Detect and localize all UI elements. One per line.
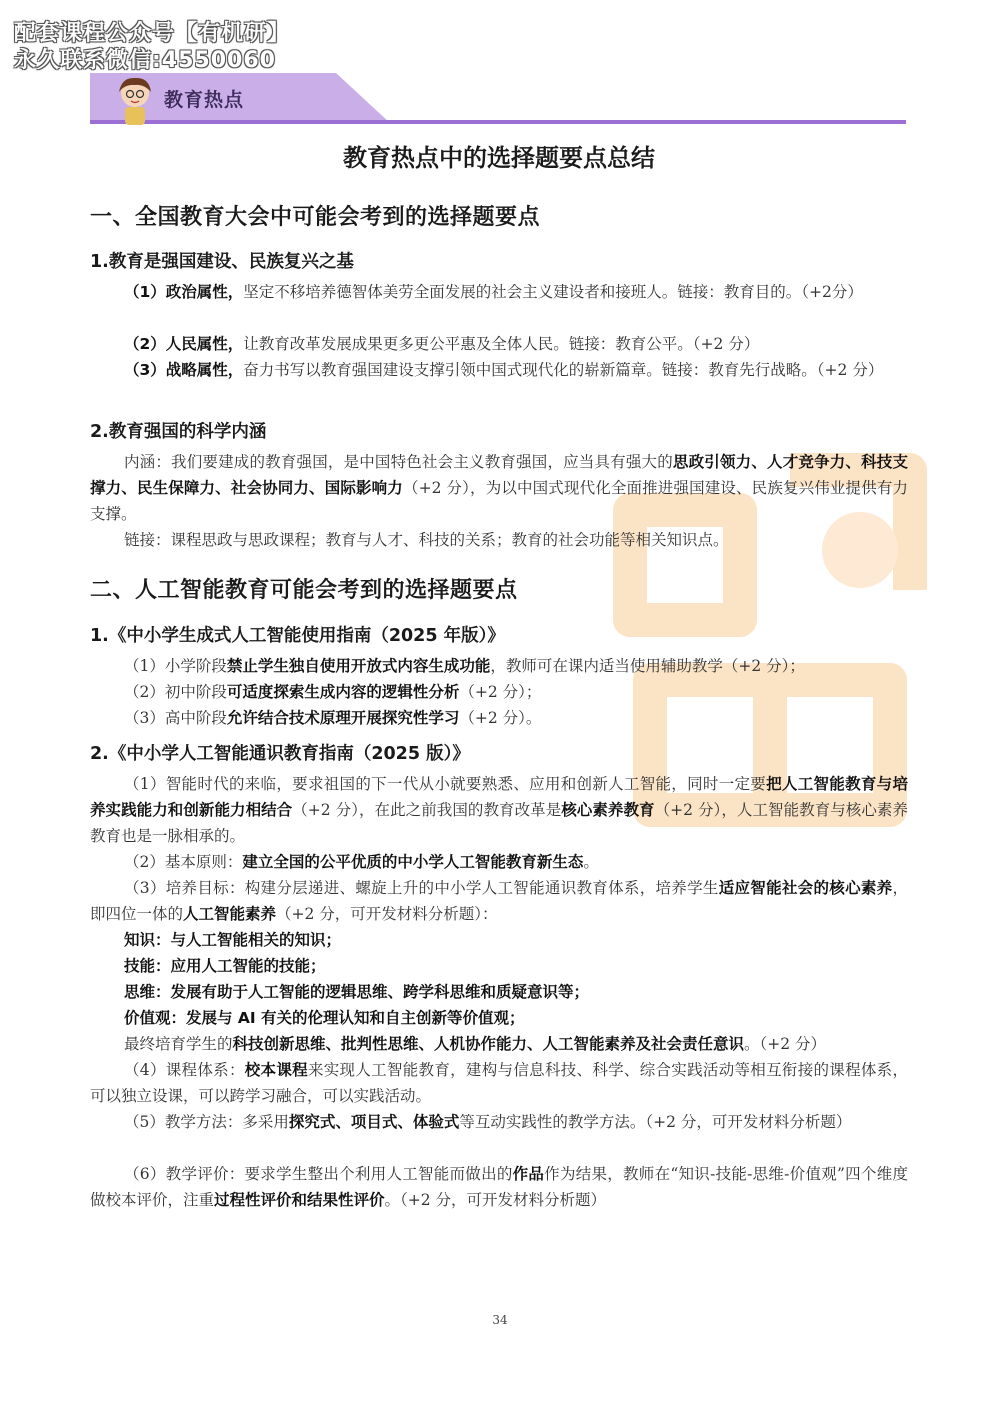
paragraph bbox=[90, 1057, 908, 1109]
bold-text: 过程性评价和结果性评价 bbox=[214, 1191, 385, 1209]
header-label: 教育热点 bbox=[164, 89, 245, 111]
text: 来实现人工智能教育，建构与信息科技、科学、综合实践活动等相互衔接的课程体系，可以独立设课，可以跨学习融合，可以实践活动。 bbox=[90, 1061, 908, 1105]
header-rule bbox=[90, 120, 906, 124]
text: 内涵：我们要建成的教育强国，是中国特色社会主义教育强国，应当具有强大的 bbox=[124, 453, 673, 471]
bold-text: 人工智能素养 bbox=[183, 905, 277, 923]
text: 。 bbox=[583, 853, 599, 871]
bold-text: （2）人民属性， bbox=[124, 335, 244, 353]
section-1-1-heading: 1.教育是强国建设、民族复兴之基 bbox=[90, 252, 354, 272]
paragraph bbox=[90, 679, 908, 705]
bold-text: 适应智能社会的核心素养 bbox=[718, 879, 893, 897]
bold-text: 把人工智能教育与培养实践能力和创新能力相结合 bbox=[90, 775, 908, 819]
bold-text: 探究式、项目式、体验式 bbox=[288, 1113, 460, 1131]
text: （+2 分）。 bbox=[459, 709, 542, 727]
literacy-skill: 技能：应用人工智能的技能； bbox=[124, 957, 326, 975]
text: 奋力书写以教育强国建设支撑引领中国式现代化的崭新篇章。链接：教育先行战略。（+2 分） bbox=[243, 361, 884, 379]
paragraph bbox=[90, 331, 908, 357]
section-2-2-heading: 2.《中小学人工智能通识教育指南（2025 版）》 bbox=[90, 744, 470, 764]
page-title: 教育热点中的选择题要点总结 bbox=[343, 144, 655, 172]
text: （1）小学阶段 bbox=[124, 657, 227, 675]
text: （+2 分），在此之前我国的教育改革是 bbox=[292, 801, 562, 819]
section-2-heading: 二、人工智能教育可能会考到的选择题要点 bbox=[90, 578, 518, 603]
text: （2）初中阶段 bbox=[124, 683, 227, 701]
text: ，即四位一体的 bbox=[90, 879, 908, 923]
literacy-knowledge: 知识：与人工智能相关的知识； bbox=[124, 931, 342, 949]
text: （3）高中阶段 bbox=[124, 709, 227, 727]
text: （2）基本原则： bbox=[124, 853, 243, 871]
text: 作为结果，教师在“知识-技能-思维-价值观”四个维度做校本评价，注重 bbox=[90, 1165, 908, 1209]
text: （4）课程体系： bbox=[124, 1061, 245, 1079]
paragraph bbox=[90, 771, 908, 849]
text: 坚定不移培养德智体美劳全面发展的社会主义建设者和接班人。链接：教育目的。（+2分） bbox=[243, 283, 863, 301]
bold-text: 校本课程 bbox=[244, 1061, 308, 1079]
text: （5）教学方法：多采用 bbox=[124, 1113, 289, 1131]
bold-text: （3）战略属性， bbox=[124, 361, 244, 379]
paragraph bbox=[90, 849, 908, 875]
paragraph bbox=[90, 357, 908, 383]
paragraph: 链接：课程思政与思政课程；教育与人才、科技的关系；教育的社会功能等相关知识点。 bbox=[124, 531, 729, 549]
bold-text: （1）政治属性， bbox=[124, 283, 244, 301]
text: （1）智能时代的来临，要求祖国的下一代从小就要熟悉、应用和创新人工智能，同时一定要 bbox=[124, 775, 767, 793]
text: （+2 分，可开发材料分析题）： bbox=[276, 905, 498, 923]
text: ，教师可在课内适当使用辅助教学（+2 分）； bbox=[490, 657, 805, 675]
page-number: 34 bbox=[492, 1313, 508, 1327]
bold-text: 禁止学生独自使用开放式内容生成功能 bbox=[226, 657, 491, 675]
text: 最终培育学生的 bbox=[124, 1035, 233, 1053]
bold-text: 思政引领力、人才竞争力、科技支撑力、民生保障力、社会协同力、国际影响力 bbox=[90, 453, 908, 497]
text: 。（+2 分，可开发材料分析题） bbox=[384, 1191, 607, 1209]
bold-text: 建立全国的公平优质的中小学人工智能教育新生态 bbox=[242, 853, 584, 871]
watermark-line-2: 永久联系微信:4550060 bbox=[14, 48, 276, 73]
text: （3）培养目标：构建分层递进、螺旋上升的中小学人工智能通识教育体系，培养学生 bbox=[124, 879, 719, 897]
paragraph bbox=[90, 1161, 908, 1213]
literacy-thinking: 思维：发展有助于人工智能的逻辑思维、跨学科思维和质疑意识等； bbox=[124, 983, 590, 1001]
section-1-2-heading: 2.教育强国的科学内涵 bbox=[90, 422, 267, 442]
paragraph bbox=[90, 279, 908, 305]
text: 。（+2 分） bbox=[744, 1035, 827, 1053]
section-header-banner bbox=[90, 73, 906, 125]
bold-text: 作品 bbox=[512, 1165, 545, 1183]
section-1-heading: 一、全国教育大会中可能会考到的选择题要点 bbox=[90, 205, 541, 230]
paragraph bbox=[90, 875, 908, 927]
text: （+2 分）； bbox=[459, 683, 542, 701]
watermark-line-1: 配套课程公众号【有机研】 bbox=[14, 21, 291, 46]
text: （6）教学评价：要求学生整出个利用人工智能而做出的 bbox=[124, 1165, 513, 1183]
paragraph bbox=[90, 1031, 908, 1057]
bold-text: 可适度探索生成内容的逻辑性分析 bbox=[226, 683, 460, 701]
paragraph bbox=[90, 653, 908, 679]
paragraph bbox=[90, 1109, 908, 1135]
text: （+2 分），为以中国式现代化全面推进强国建设、民族复兴伟业提供有力支撑。 bbox=[90, 479, 908, 523]
teacher-avatar-icon bbox=[110, 73, 160, 125]
bold-text: 核心素养教育 bbox=[561, 801, 655, 819]
paragraph bbox=[90, 449, 908, 527]
literacy-values: 价值观：发展与 AI 有关的伦理认知和自主创新等价值观； bbox=[124, 1009, 525, 1027]
text: 让教育改革发展成果更多更公平惠及全体人民。链接：教育公平。（+2 分） bbox=[243, 335, 760, 353]
watermark bbox=[14, 20, 290, 74]
bold-text: 科技创新思维、批判性思维、人机协作能力、人工智能素养及社会责任意识 bbox=[232, 1035, 745, 1053]
text: （+2 分），人工智能教育与核心素养教育也是一脉相承的。 bbox=[90, 801, 908, 845]
section-2-1-heading: 1.《中小学生成式人工智能使用指南（2025 年版）》 bbox=[90, 626, 505, 646]
paragraph bbox=[90, 705, 908, 731]
bold-text: 允许结合技术原理开展探究性学习 bbox=[226, 709, 460, 727]
text: 等互动实践性的教学方法。（+2 分，可开发材料分析题） bbox=[459, 1113, 852, 1131]
